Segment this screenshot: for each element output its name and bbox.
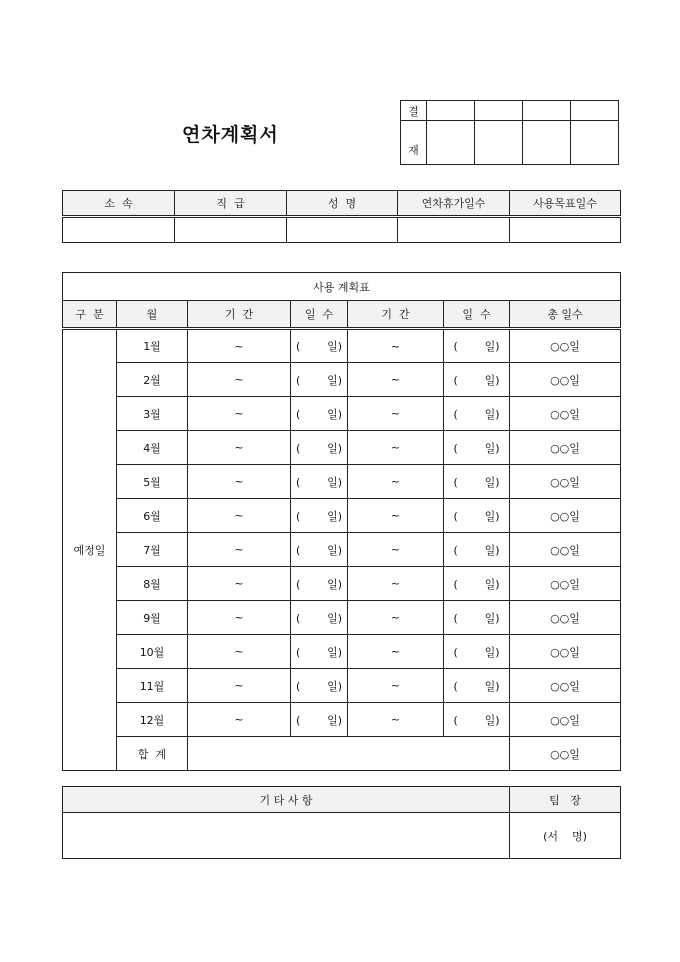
signature-field[interactable]: (서 명)	[510, 813, 621, 859]
period-1-field[interactable]: ~	[188, 533, 291, 567]
plan-table	[62, 272, 621, 771]
days-2-field[interactable]	[444, 329, 510, 363]
total-days-field[interactable]: ○○일	[510, 669, 621, 703]
period-1-field[interactable]: ~	[188, 635, 291, 669]
month-label: 3월	[117, 397, 188, 431]
period-1-field[interactable]: ~	[188, 703, 291, 737]
days-1-open: (	[296, 611, 301, 625]
month-label: 7월	[117, 533, 188, 567]
days-2-open: (	[453, 441, 458, 455]
days-1-field[interactable]	[291, 533, 348, 567]
days-2-open: (	[453, 645, 458, 659]
approval-title-cell[interactable]	[427, 101, 475, 121]
days-1-close: 일)	[327, 543, 342, 557]
sum-label: 합 계	[117, 737, 188, 771]
days-2-field[interactable]	[444, 567, 510, 601]
header-annual-leave-days: 연차휴가일수	[398, 191, 510, 217]
days-2-field[interactable]	[444, 397, 510, 431]
days-2-close: 일)	[484, 373, 500, 387]
days-1-open: (	[296, 509, 301, 523]
plan-row	[63, 499, 621, 533]
period-2-field[interactable]: ~	[348, 669, 444, 703]
rank-field[interactable]	[175, 217, 287, 243]
period-2-field[interactable]: ~	[348, 431, 444, 465]
days-1-open: (	[296, 713, 301, 727]
period-2-field[interactable]: ~	[348, 363, 444, 397]
plan-row	[63, 397, 621, 431]
month-label: 5월	[117, 465, 188, 499]
period-1-field[interactable]: ~	[188, 363, 291, 397]
days-2-close: 일)	[484, 407, 500, 421]
approval-title-cell[interactable]	[523, 101, 571, 121]
month-label: 11월	[117, 669, 188, 703]
period-2-field[interactable]: ~	[348, 397, 444, 431]
days-2-close: 일)	[484, 645, 500, 659]
days-2-field[interactable]	[444, 669, 510, 703]
header-category: 구 분	[63, 301, 117, 329]
total-days-field[interactable]: ○○일	[510, 363, 621, 397]
days-2-close: 일)	[484, 679, 500, 693]
header-name: 성 명	[287, 191, 398, 217]
approval-sign-cell[interactable]	[427, 121, 475, 165]
plan-row	[63, 601, 621, 635]
affiliation-field[interactable]	[63, 217, 175, 243]
plan-row	[63, 329, 621, 363]
period-1-field[interactable]: ~	[188, 601, 291, 635]
period-2-field[interactable]: ~	[348, 533, 444, 567]
notes-header: 기 타 사 항	[63, 787, 510, 813]
total-days-field[interactable]: ○○일	[510, 465, 621, 499]
approval-title-cell[interactable]	[571, 101, 619, 121]
days-2-close: 일)	[484, 441, 500, 455]
days-1-close: 일)	[327, 407, 342, 421]
total-days-field[interactable]: ○○일	[510, 329, 621, 363]
header-target-days: 사용목표일수	[510, 191, 621, 217]
header-period-1: 기 간	[188, 301, 291, 329]
days-1-close: 일)	[327, 645, 342, 659]
sum-total-field[interactable]: ○○일	[510, 737, 621, 771]
days-1-close: 일)	[327, 713, 342, 727]
days-1-close: 일)	[327, 475, 342, 489]
plan-row	[63, 363, 621, 397]
target-days-field[interactable]	[510, 217, 621, 243]
category-label: 예정일	[63, 329, 117, 771]
plan-row	[63, 431, 621, 465]
header-days-1: 일 수	[291, 301, 348, 329]
month-label: 12월	[117, 703, 188, 737]
period-1-field[interactable]: ~	[188, 397, 291, 431]
total-days-field[interactable]: ○○일	[510, 601, 621, 635]
period-2-field[interactable]: ~	[348, 499, 444, 533]
days-2-field[interactable]	[444, 363, 510, 397]
days-2-open: (	[453, 340, 458, 353]
days-2-field[interactable]	[444, 703, 510, 737]
header-days-2: 일 수	[444, 301, 510, 329]
plan-row	[63, 567, 621, 601]
days-1-field[interactable]	[291, 329, 348, 363]
days-2-open: (	[453, 475, 458, 489]
header-rank: 직 급	[175, 191, 287, 217]
approval-sign-cell[interactable]	[523, 121, 571, 165]
days-1-open: (	[296, 340, 301, 353]
team-leader-header: 팀 장	[510, 787, 621, 813]
annual-leave-days-field[interactable]	[398, 217, 510, 243]
days-2-field[interactable]	[444, 465, 510, 499]
days-1-field[interactable]	[291, 567, 348, 601]
days-2-close: 일)	[484, 543, 500, 557]
total-days-field[interactable]: ○○일	[510, 431, 621, 465]
days-2-field[interactable]	[444, 431, 510, 465]
total-days-field[interactable]: ○○일	[510, 499, 621, 533]
plan-row	[63, 635, 621, 669]
days-1-field[interactable]	[291, 703, 348, 737]
days-2-close: 일)	[484, 611, 500, 625]
days-1-close: 일)	[327, 441, 342, 455]
period-1-field[interactable]: ~	[188, 499, 291, 533]
page-title: 연차계획서	[182, 124, 279, 146]
days-1-open: (	[296, 679, 301, 693]
days-2-field[interactable]	[444, 601, 510, 635]
period-2-field[interactable]: ~	[348, 635, 444, 669]
days-1-open: (	[296, 441, 301, 455]
approval-label-top: 결	[401, 101, 427, 121]
period-1-field[interactable]: ~	[188, 329, 291, 363]
notes-field[interactable]	[63, 813, 510, 859]
plan-table-caption: 사용 계획표	[63, 273, 621, 301]
days-2-close: 일)	[484, 475, 500, 489]
plan-row	[63, 465, 621, 499]
days-2-open: (	[453, 407, 458, 421]
name-field[interactable]	[287, 217, 398, 243]
days-2-field[interactable]	[444, 499, 510, 533]
header-month: 월	[117, 301, 188, 329]
approval-label-bottom: 재	[401, 121, 427, 165]
month-label: 8월	[117, 567, 188, 601]
month-label: 4월	[117, 431, 188, 465]
days-1-field[interactable]	[291, 635, 348, 669]
days-2-close: 일)	[484, 577, 500, 591]
days-1-open: (	[296, 577, 301, 591]
period-1-field[interactable]: ~	[188, 669, 291, 703]
misc-table	[62, 786, 621, 859]
month-label: 1월	[117, 329, 188, 363]
days-2-open: (	[453, 713, 458, 727]
plan-row	[63, 669, 621, 703]
month-label: 10월	[117, 635, 188, 669]
days-2-open: (	[453, 543, 458, 557]
total-days-field[interactable]: ○○일	[510, 397, 621, 431]
period-2-field[interactable]: ~	[348, 601, 444, 635]
days-1-field[interactable]	[291, 431, 348, 465]
days-2-open: (	[453, 611, 458, 625]
period-2-field[interactable]: ~	[348, 329, 444, 363]
month-label: 9월	[117, 601, 188, 635]
total-days-field[interactable]: ○○일	[510, 533, 621, 567]
days-2-open: (	[453, 577, 458, 591]
days-2-close: 일)	[484, 713, 500, 727]
period-2-field[interactable]: ~	[348, 465, 444, 499]
approval-sign-cell[interactable]	[571, 121, 619, 165]
days-1-close: 일)	[327, 577, 342, 591]
month-label: 6월	[117, 499, 188, 533]
month-label: 2월	[117, 363, 188, 397]
total-days-field[interactable]: ○○일	[510, 567, 621, 601]
total-days-field[interactable]: ○○일	[510, 635, 621, 669]
period-1-field[interactable]: ~	[188, 431, 291, 465]
header-total-days: 총 일수	[510, 301, 621, 329]
days-2-field[interactable]	[444, 635, 510, 669]
sum-row	[63, 737, 621, 771]
info-table	[62, 190, 621, 243]
plan-row	[63, 703, 621, 737]
days-2-close: 일)	[484, 509, 500, 523]
period-1-field[interactable]: ~	[188, 465, 291, 499]
days-1-open: (	[296, 543, 301, 557]
days-1-field[interactable]	[291, 363, 348, 397]
days-2-open: (	[453, 509, 458, 523]
days-1-field[interactable]	[291, 397, 348, 431]
approval-title-cell[interactable]	[475, 101, 523, 121]
sum-blank-cell[interactable]	[188, 737, 510, 771]
period-1-field[interactable]: ~	[188, 567, 291, 601]
plan-row	[63, 533, 621, 567]
days-1-close: 일)	[327, 373, 342, 387]
days-1-close: 일)	[327, 679, 342, 693]
days-1-close: 일)	[327, 340, 342, 353]
days-1-open: (	[296, 407, 301, 421]
approval-sign-cell[interactable]	[475, 121, 523, 165]
days-1-open: (	[296, 475, 301, 489]
days-2-field[interactable]	[444, 533, 510, 567]
days-1-field[interactable]	[291, 499, 348, 533]
days-2-open: (	[453, 679, 458, 693]
days-1-field[interactable]	[291, 669, 348, 703]
days-1-field[interactable]	[291, 465, 348, 499]
days-1-field[interactable]	[291, 601, 348, 635]
days-1-open: (	[296, 373, 301, 387]
days-1-close: 일)	[327, 611, 342, 625]
period-2-field[interactable]: ~	[348, 567, 444, 601]
days-2-open: (	[453, 373, 458, 387]
period-2-field[interactable]: ~	[348, 703, 444, 737]
days-1-open: (	[296, 645, 301, 659]
total-days-field[interactable]: ○○일	[510, 703, 621, 737]
header-period-2: 기 간	[348, 301, 444, 329]
days-2-close: 일)	[484, 340, 500, 353]
approval-box	[400, 100, 619, 165]
days-1-close: 일)	[327, 509, 342, 523]
header-affiliation: 소 속	[63, 191, 175, 217]
